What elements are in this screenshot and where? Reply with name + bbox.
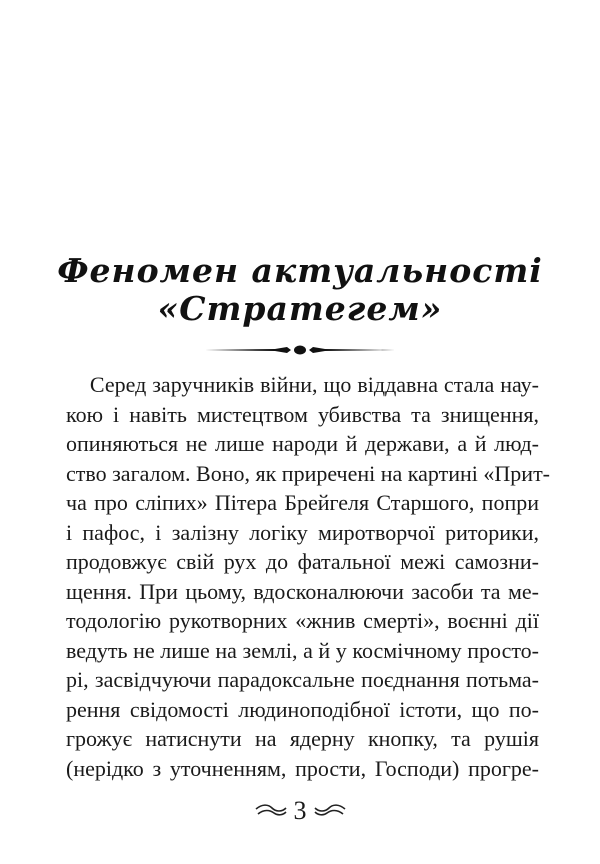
text-line: грожує натиснути на ядерну кнопку, та рушія <box>66 726 539 751</box>
text-line: ча про сліпих» Пітера Брейгеля Старшого, попри <box>66 490 539 515</box>
text-line: Серед заручників війни, що віддавна стала нау- <box>66 372 539 397</box>
page-number: 3 <box>293 796 307 825</box>
text-line: і пафос, і залізну логіку миротворчої риторики, <box>66 519 539 545</box>
divider-ornament-icon <box>205 343 395 357</box>
body-text <box>66 370 551 783</box>
right-swirl-ornament-icon <box>313 803 347 819</box>
text-line: (нерідко з уточненням, прости, Господи) прогре- <box>66 755 539 781</box>
chapter-title-line-1: Феномен актуальності <box>57 251 543 290</box>
text-line: щення. При цьому, вдосконалюючи засоби та ме- <box>66 578 539 604</box>
text-line: рі, засвідчуючи парадоксальне поєднання потьма- <box>66 667 539 692</box>
text-line: продовжує свій рух до фатальної межі самозни- <box>66 549 539 574</box>
left-swirl-ornament-icon <box>254 803 288 819</box>
text-line: рення свідомості людиноподібної істоти, що по- <box>66 696 539 722</box>
text-line: опиняються не лише народи й держави, а й люд- <box>66 431 539 456</box>
page-footer <box>0 796 600 826</box>
text-line: ство загалом. Воно, як приречені на картині «Прит- <box>66 460 551 486</box>
text-line: кою і навіть мистецтвом убивства та знищення, <box>66 401 539 427</box>
text-line: ведуть не лише на землі, а й у космічному просто- <box>66 637 539 663</box>
text-line: тодологію рукотворних «жнив смерті», воєнні дії <box>66 608 539 633</box>
chapter-title-line-2: «Стратегем» <box>157 289 443 328</box>
